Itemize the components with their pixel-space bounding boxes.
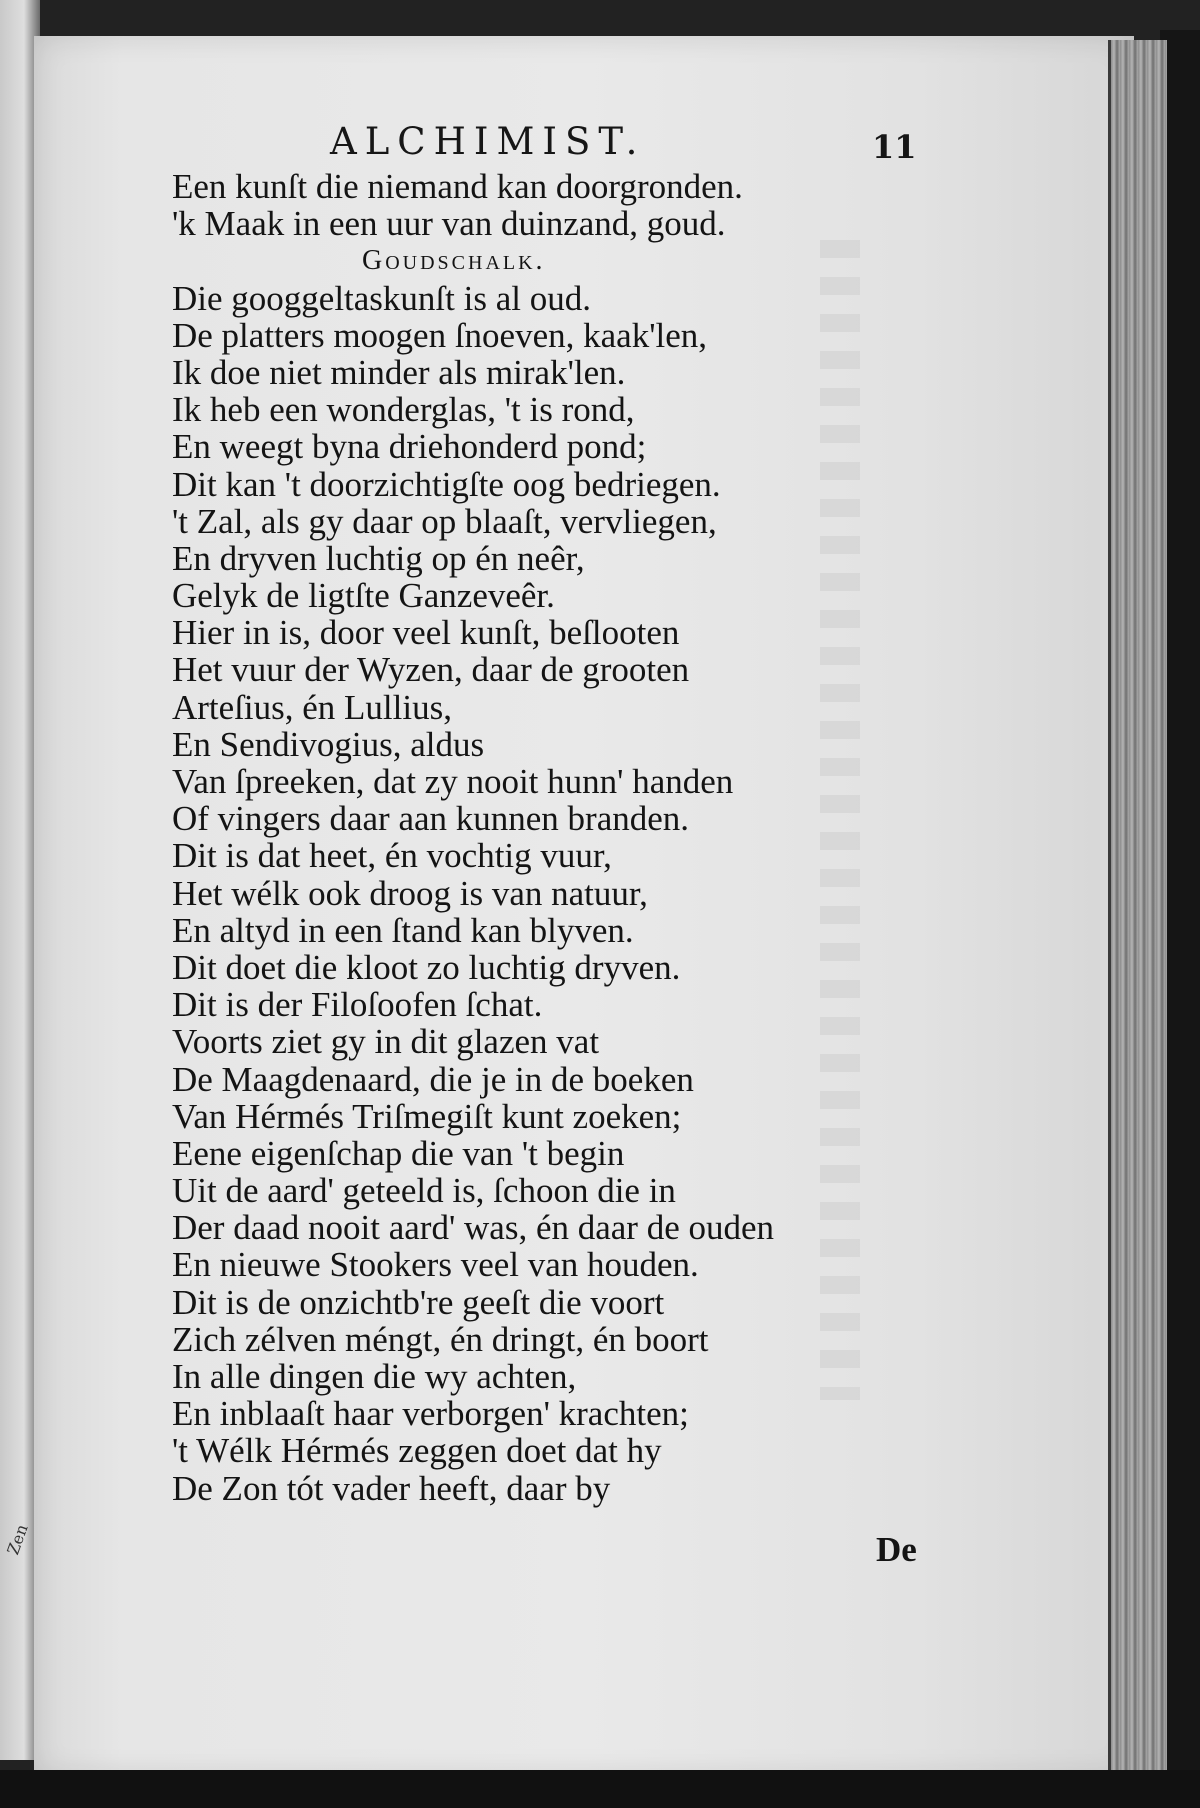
page-number: 11 [872,128,917,166]
verse-line: En nieuwe Stookers veel van houden. [172,1245,699,1285]
verse-line: En Sendivogius, aldus [172,724,485,764]
page-stack-edge [1108,40,1167,1770]
verse-line: Arteſius, én Lullius, [172,687,452,727]
verse-line: Der daad nooit aard' was, én daar de ouden [172,1208,775,1248]
verse-line: Uit de aard' geteeld is, ſchoon die in [172,1171,676,1211]
verse-line: Van Hérmés Triſmegiſt kunt zoeken; [172,1096,682,1136]
verse-line: Of vingers daar aan kunnen branden. [172,799,690,839]
verse-line: Ik doe niet minder als mirak'len. [172,352,626,392]
verse-line: Ik heb een wonderglas, 't is rond, [172,390,635,430]
verse-line: Zich zélven méngt, én dringt, én boort [172,1319,709,1359]
verse-line: En weegt byna driehonderd pond; [172,427,647,467]
running-head: ALCHIMIST. [330,120,646,163]
verse-line: Eene eigenſchap die van 't begin [172,1133,625,1173]
verse-line: Het wélk ook droog is van natuur, [172,873,648,913]
verse-line: Hier in is, door veel kunſt, beſlooten [172,613,680,653]
verse-line: Die googgeltaskunſt is al oud. [172,278,591,318]
verse-line: De Maagdenaard, die je in de boeken [172,1059,694,1099]
verse-line: Van ſpreeken, dat zy nooit hunn' handen [172,762,734,801]
verse-line: En dryven luchtig op én neêr, [172,538,585,578]
verse-line: Dit is de onzichtb're geeſt die voort [172,1282,665,1322]
verse-line: Het vuur der Wyzen, daar de grooten [172,650,690,690]
verse-line: Dit doet die kloot zo luchtig dryven. [172,947,681,987]
speaker-name: Goudschalk. [362,245,546,277]
verse-line: Gelyk de ligtſte Ganzeveêr. [172,576,555,616]
verse-line: Dit is dat heet, én vochtig vuur, [172,836,612,876]
verse-line: De platters moogen ſnoeven, kaak'len, [172,315,708,355]
verse-line: En inblaaſt haar verborgen' krachten; [172,1394,689,1434]
catchword: De [876,1530,917,1569]
verse-line: Dit kan 't doorzichtigſte oog bedriegen. [172,464,721,504]
verse-line: Dit is der Filoſoofen ſchat. [172,985,543,1025]
verse-line: 't Zal, als gy daar op blaaſt, vervliegen, [172,501,717,541]
verse-line: Voorts ziet gy in dit glazen vat [172,1022,600,1062]
verse-line: 'k Maak in een uur van duinzand, goud. [172,204,726,244]
bottom-shadow [0,1770,1200,1808]
verse-line: De Zon tót vader heeft, daar by [172,1468,611,1508]
verse-line: 't Wélk Hérmés zeggen doet dat hy [172,1431,662,1471]
previous-page-fragment: Zen [3,1521,32,1558]
verse-text [172,168,932,1507]
verse-line: In alle dingen die wy achten, [172,1357,577,1396]
verse-line: Een kunſt die niemand kan doorgronden. [172,167,743,206]
verse-line: En altyd in een ſtand kan blyven. [172,910,634,950]
